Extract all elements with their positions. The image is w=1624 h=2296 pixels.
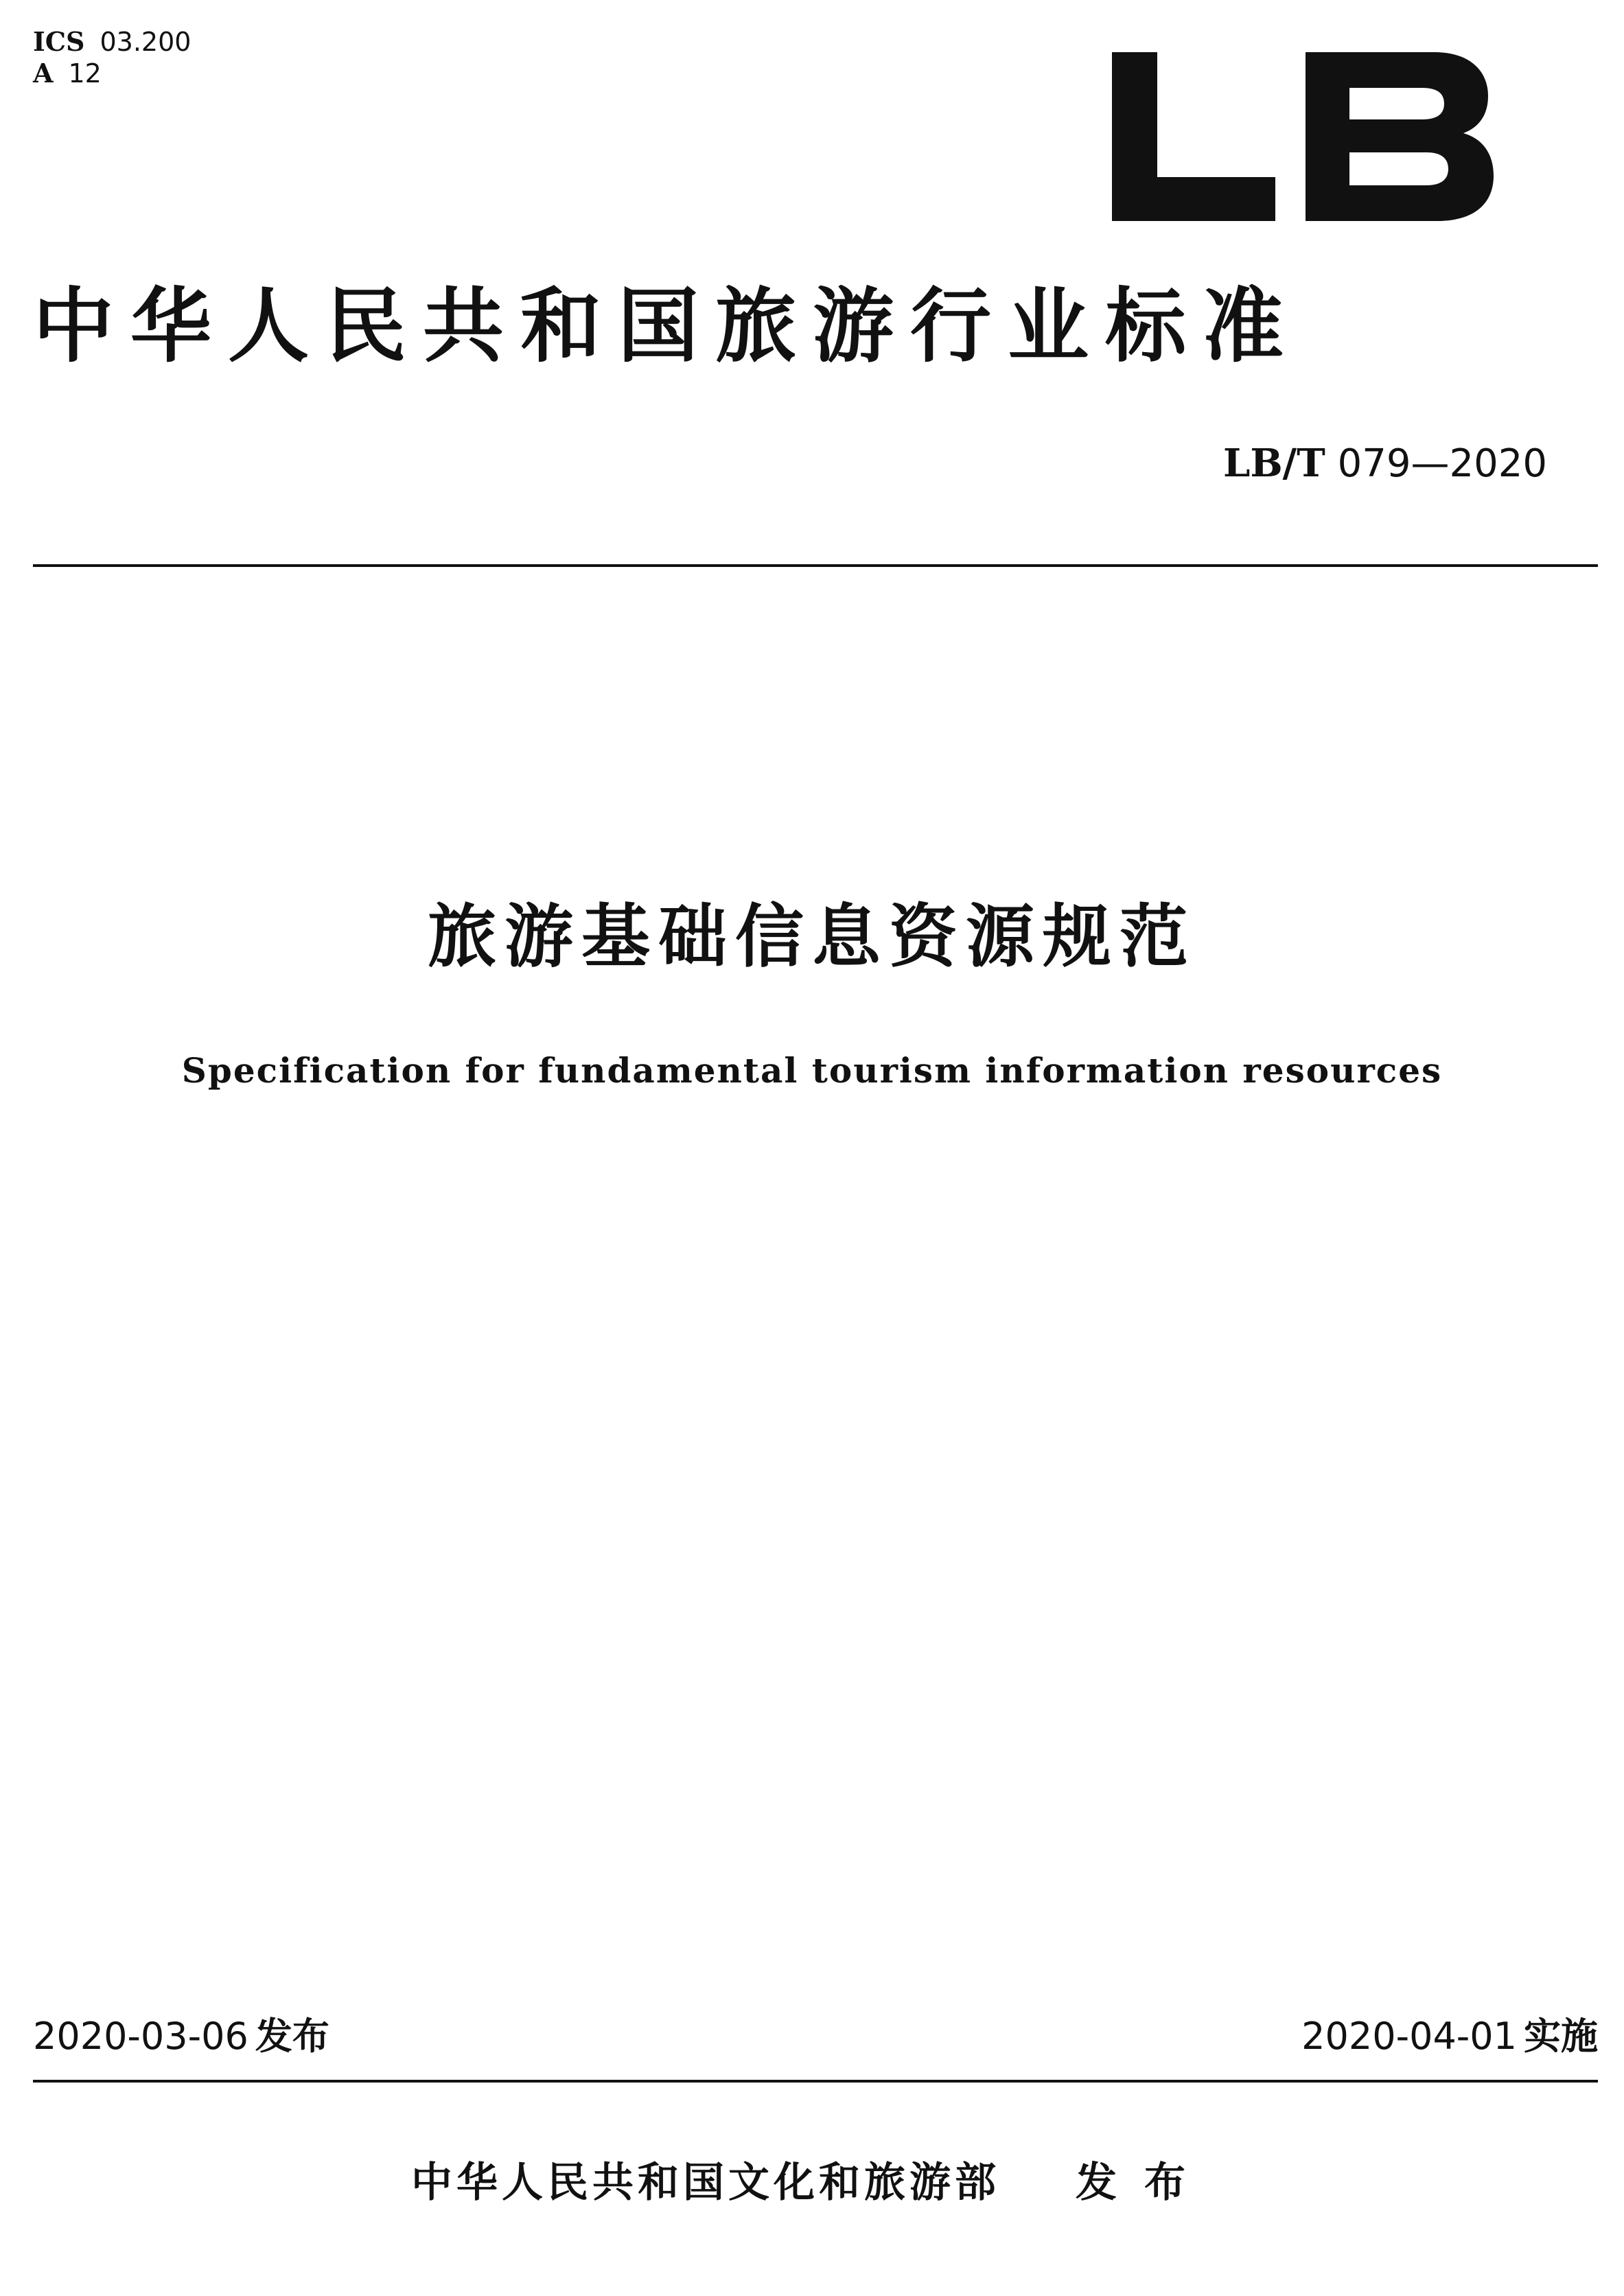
ccs-code: 12 <box>68 58 102 89</box>
publish-date: 2020-03-06 <box>33 2015 248 2058</box>
issued-label: 发布 <box>1076 2159 1213 2207</box>
document-title-cn: 旅游基础信息资源规范 <box>428 896 1196 977</box>
document-title-en: Specification for fundamental tourism information resources <box>181 1050 1443 1091</box>
standard-code-prefix: LB/T <box>1222 441 1325 486</box>
ccs-label: A <box>33 58 54 89</box>
lb-logo <box>1112 52 1494 221</box>
publish-date-line <box>33 2013 329 2061</box>
classification-codes <box>33 26 191 89</box>
ccs-row <box>33 58 191 89</box>
publish-label: 发布 <box>255 2015 329 2058</box>
implement-date: 2020-04-01 <box>1301 2015 1517 2058</box>
implement-date-line <box>1301 2013 1598 2061</box>
top-divider <box>33 564 1598 567</box>
standard-code <box>1223 439 1547 488</box>
ics-code: 03.200 <box>100 27 192 57</box>
publisher-line <box>0 2155 1624 2210</box>
publisher-name: 中华人民共和国文化和旅游部 <box>411 2159 1000 2207</box>
bottom-divider <box>33 2080 1598 2083</box>
ics-row <box>33 26 191 58</box>
standard-code-number: 079—2020 <box>1337 441 1547 486</box>
ics-label: ICS <box>33 26 85 57</box>
implement-label: 实施 <box>1524 2015 1598 2058</box>
lb-logo-mark <box>1112 52 1494 221</box>
standard-category-title: 中华人民共和国旅游行业标准 <box>33 279 1301 373</box>
